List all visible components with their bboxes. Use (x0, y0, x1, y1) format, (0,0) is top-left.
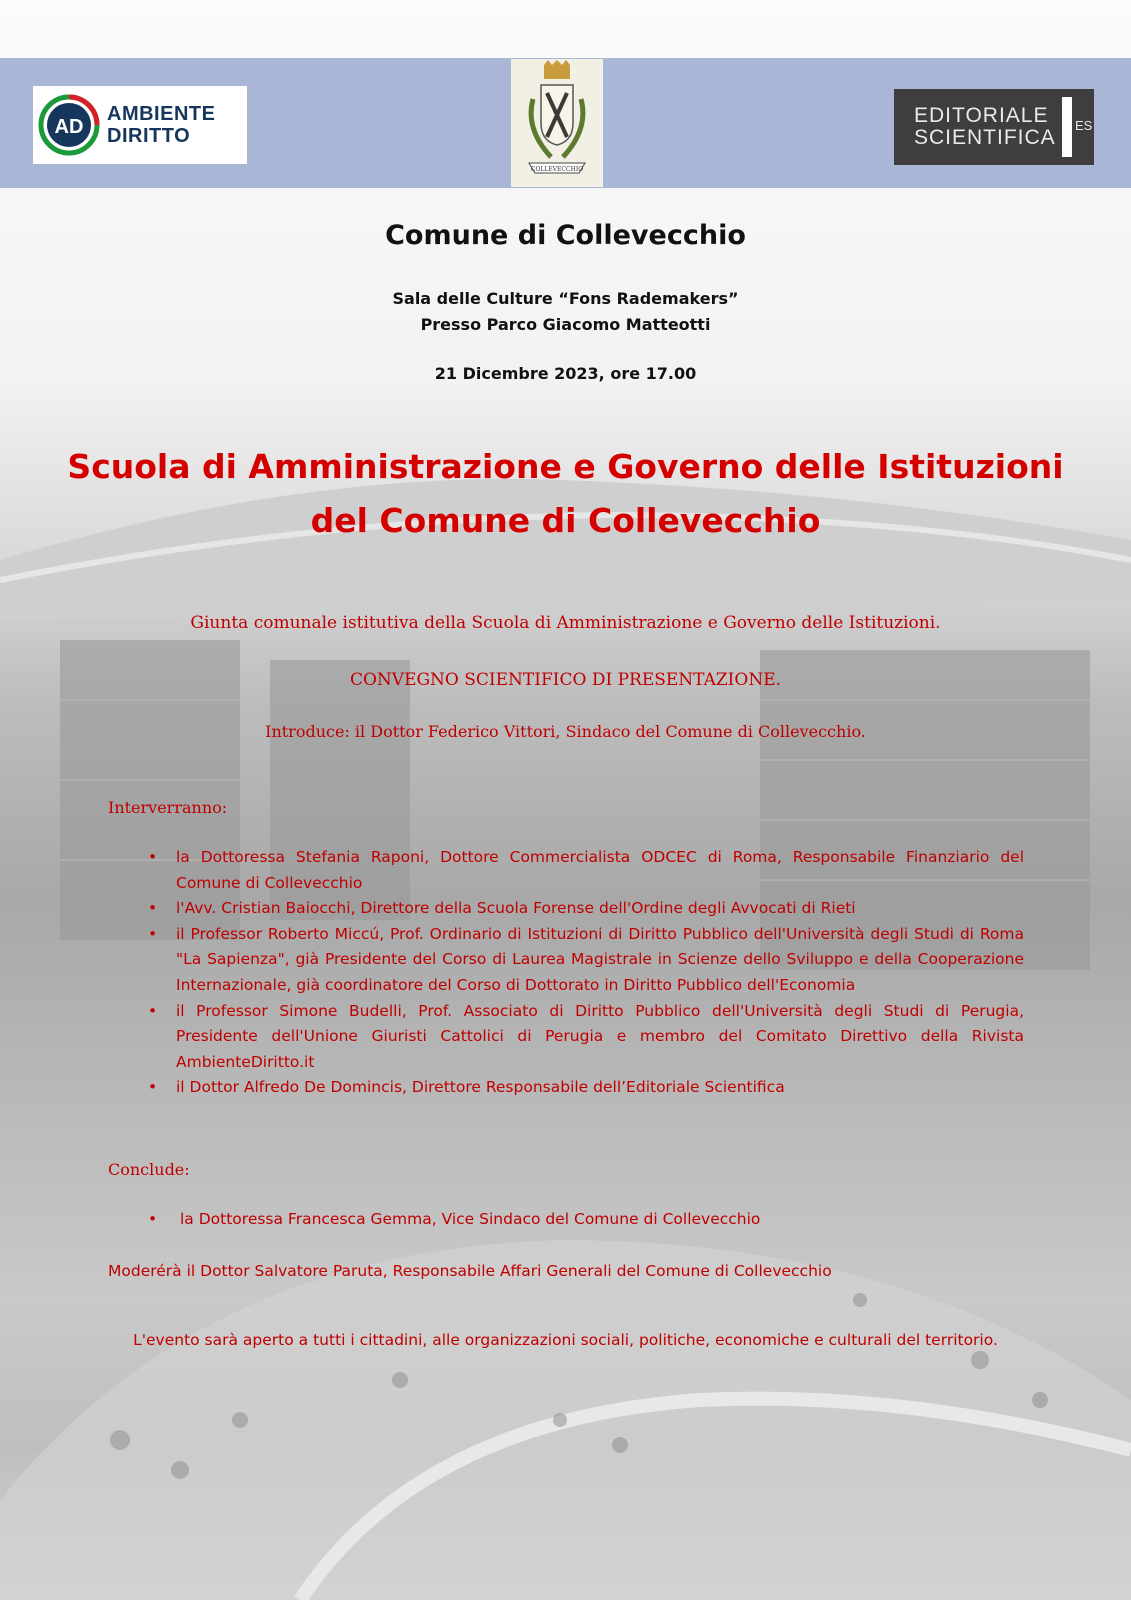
list-item: • la Dottoressa Francesca Gemma, Vice Sindaco del Comune di Collevecchio (148, 1207, 1024, 1233)
venue-line1: Sala delle Culture “Fons Rademakers” (392, 289, 739, 308)
list-item: • la Dottoressa Stefania Raponi, Dottore Commercialista ODCEC di Roma, Responsabile Finanziario del Comune di Collevecchio (148, 845, 1024, 896)
moderator: Moderérà il Dottor Salvatore Paruta, Responsabile Affari Generali del Comune di Collevecchio (108, 1262, 832, 1280)
intro-line1: Giunta comunale istitutiva della Scuola di Amministrazione e Governo delle Istituzioni. (190, 613, 941, 633)
list-item: • l'Avv. Cristian Baiocchi, Direttore della Scuola Forense dell'Ordine degli Avvocati di Rieti (148, 896, 1024, 922)
conclude-list (148, 1207, 1024, 1233)
editoriale-scientifica-logo (894, 89, 1094, 165)
speakers-heading: Interverranno: (108, 798, 228, 817)
ambiente-diritto-logo (33, 86, 247, 164)
list-item: • il Professor Roberto Miccú, Prof. Ordinario di Istituzioni di Diritto Pubblico dell'Università degli Studi di Roma "La Sapienza", già Presidente del Corso di Laurea Magistrale in Scienze dello Sviluppo e della Cooperazione Internazionale, già coordinatore del Corso di Dottorato in Diritto Pubblico dell'Economia (148, 922, 1024, 999)
title-line2: del Comune di Collevecchio (310, 501, 821, 540)
speakers-list (148, 845, 1024, 1101)
es-mark: ES (1075, 118, 1093, 133)
ad-mark-text: AD (54, 116, 84, 138)
closing-note: L'evento sarà aperto a tutti i cittadini, alle organizzazioni sociali, politiche, economiche e culturali del territorio. (133, 1331, 998, 1349)
page-title (0, 440, 1131, 548)
es-line2: SCIENTIFICA (914, 126, 1056, 149)
event-date: 21 Dicembre 2023, ore 17.00 (434, 364, 697, 383)
es-line1: EDITORIALE (914, 104, 1049, 127)
list-item: • il Dottor Alfredo De Domincis, Direttore Responsabile dell’Editoriale Scientifica (148, 1075, 1024, 1101)
intro-line2: CONVEGNO SCIENTIFICO DI PRESENTAZIONE. (349, 670, 782, 690)
es-bar-icon (1062, 97, 1072, 157)
org-name: Comune di Collevecchio (385, 220, 746, 251)
venue (0, 286, 1131, 338)
intro-line3: Introduce: il Dottor Federico Vittori, Sindaco del Comune di Collevecchio. (265, 722, 866, 741)
title-line1: Scuola di Amministrazione e Governo delle Istituzioni (67, 447, 1064, 486)
crest-caption: COLLEVECCHIO (530, 166, 584, 173)
collevecchio-crest (511, 59, 603, 187)
conclude-heading: Conclude: (108, 1160, 190, 1179)
ad-line2: DIRITTO (107, 125, 191, 147)
venue-line2: Presso Parco Giacomo Matteotti (420, 315, 711, 334)
ad-mark-icon (37, 93, 101, 157)
list-item: • il Professor Simone Budelli, Prof. Associato di Diritto Pubblico dell'Università degli Studi di Perugia, Presidente dell'Unione Giuristi Cattolici di Perugia e membro del Comitato Direttivo della Rivista AmbienteDiritto.it (148, 999, 1024, 1076)
ad-line1: AMBIENTE (107, 103, 216, 125)
